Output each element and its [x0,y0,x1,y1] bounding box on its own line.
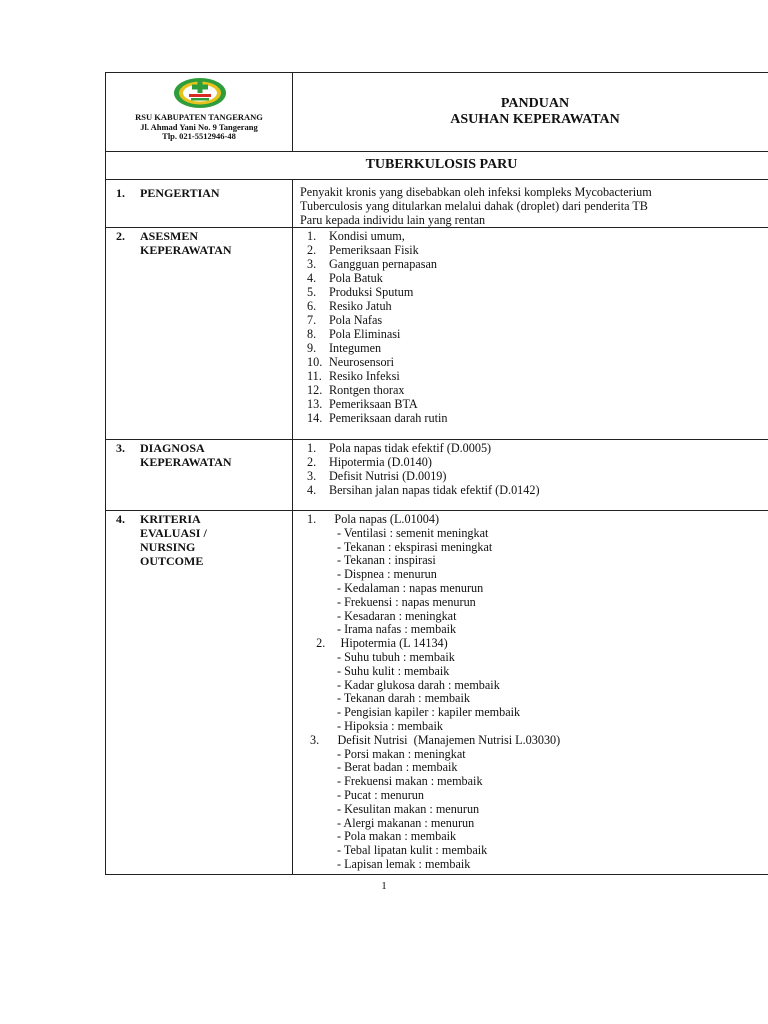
item-number: 2. [307,455,317,469]
section-label [106,228,293,440]
item-text: Kondisi umum, [329,229,405,243]
outcome-group-title: 2. Hipotermia (L 14134) [307,636,448,651]
item-number: 5. [307,285,317,299]
item-number: 12. [307,383,323,397]
diagnosis-item [307,469,768,483]
section-title: ASESMEN KEPERAWATAN [140,229,232,257]
section-kriteria [106,511,768,875]
item-text: Pemeriksaan BTA [329,397,418,411]
institution-cell [106,73,293,152]
item-text: Pemeriksaan darah rutin [329,411,448,425]
outcome-group [307,637,768,734]
outcome-indicator: - Hipoksia : membaik [337,718,443,733]
section-title: DIAGNOSA KEPERAWATAN [140,441,232,469]
outcome-group [307,513,768,637]
topic-row [106,152,768,180]
outcome-criteria-cell [293,511,768,875]
guideline-table [105,72,768,875]
outcome-indicator: - Kesadaran : meningkat [337,608,457,623]
assessment-item [307,383,768,397]
section-asesmen [106,228,768,440]
item-text: Pola Nafas [329,313,383,327]
item-text: Bersihan jalan napas tidak efektif (D.0142) [329,483,540,497]
item-text: Gangguan pernapasan [329,257,437,271]
assessment-list [307,229,768,425]
item-text: Neurosensori [329,355,394,369]
document-title-cell [293,73,768,152]
section-diagnosa [106,440,768,511]
item-number: 3. [307,257,317,271]
definition-text [293,180,768,228]
assessment-item [307,271,768,285]
assessment-item [307,243,768,257]
outcome-indicator: - Suhu tubuh : membaik [337,649,455,664]
outcome-indicator: - Pola makan : membaik [337,829,457,844]
outcome-group [307,734,768,872]
item-text: Pola Eliminasi [329,327,401,341]
item-text: Pemeriksaan Fisik [329,243,419,257]
item-number: 13. [307,397,323,411]
outcome-indicator: - Irama nafas : membaik [337,622,457,637]
outcome-indicator: - Alergi makanan : menurun [337,815,475,830]
item-text: Hipotermia (D.0140) [329,455,432,469]
outcome-indicator: - Berat badan : membaik [337,760,458,775]
outcome-indicator: - Ventilasi : semenit meningkat [337,525,489,540]
outcome-indicator: - Suhu kulit : membaik [337,663,450,678]
institution-info [106,113,292,142]
outcome-indicator: - Pengisian kapiler : kapiler membaik [337,705,521,720]
assessment-item [307,341,768,355]
assessment-item [307,229,768,243]
item-number: 2. [307,243,317,257]
item-number: 14. [307,411,323,425]
page-number: 1 [381,880,387,892]
definition-line: Tuberculosis yang ditularkan melalui dahak (droplet) dari penderita TB [300,199,648,213]
section-number: 1. [116,186,125,200]
item-text: Produksi Sputum [329,285,414,299]
hospital-logo-icon [172,77,228,109]
outcome-indicator: - Kadar glukosa darah : membaik [337,677,500,692]
outcome-group-title: 1. Pola napas (L.01004) [307,512,440,526]
document-page [105,72,768,875]
section-label [106,440,293,511]
item-number: 11. [307,369,322,383]
outcome-indicator: - Lapisan lemak : membaik [337,856,471,871]
topic-title: TUBERKULOSIS PARU [106,152,768,180]
item-text: Defisit Nutrisi (D.0019) [329,469,447,483]
outcome-indicator: - Kesulitan makan : menurun [337,801,480,816]
outcome-indicator: - Tekanan : ekspirasi meningkat [337,539,493,554]
diagnosis-list-cell [293,440,768,511]
item-number: 4. [307,483,317,497]
assessment-list-cell [293,228,768,440]
institution-phone: Tlp. 021-5512946-48 [162,131,236,141]
item-number: 7. [307,313,317,327]
assessment-item [307,257,768,271]
item-text: Pola Batuk [329,271,383,285]
assessment-item [307,369,768,383]
item-number: 1. [307,229,317,243]
item-text: Pola napas tidak efektif (D.0005) [329,441,492,455]
section-label [106,180,293,228]
assessment-item [307,411,768,425]
outcome-indicator: - Frekuensi makan : membaik [337,774,483,789]
institution-address: Jl. Ahmad Yani No. 9 Tangerang [140,121,258,132]
diagnosis-item [307,441,768,455]
item-number: 9. [307,341,317,355]
assessment-item [307,327,768,341]
section-label [106,511,293,875]
assessment-item [307,397,768,411]
item-text: Resiko Infeksi [329,369,400,383]
section-title: KRITERIA EVALUASI / NURSING OUTCOME [140,512,207,568]
outcome-indicator: - Frekuensi : napas menurun [337,594,476,609]
assessment-item [307,285,768,299]
definition-line: Penyakit kronis yang disebabkan oleh infeksi kompleks Mycobacterium [300,185,652,199]
institution-name: RSU KABUPATEN TANGERANG [135,112,263,122]
item-number: 1. [307,441,317,455]
assessment-item [307,313,768,327]
assessment-item [307,355,768,369]
outcome-indicator: - Tekanan : inspirasi [337,553,436,568]
section-number: 2. [116,229,125,243]
item-number: 10. [307,355,323,369]
diagnosis-list [307,441,768,497]
outcome-indicator: - Tekanan darah : membaik [337,691,470,706]
outcome-indicator: - Kedalaman : napas menurun [337,580,484,595]
item-text: Rontgen thorax [329,383,405,397]
document-title-line1: PANDUAN [500,96,570,111]
assessment-item [307,299,768,313]
diagnosis-item [307,483,768,497]
section-number: 3. [116,441,125,455]
outcome-indicator: - Tebal lipatan kulit : membaik [337,843,488,858]
definition-line: Paru kepada individu lain yang rentan [300,213,486,227]
item-number: 8. [307,327,317,341]
section-title: PENGERTIAN [140,186,220,200]
header-row [106,73,768,152]
outcome-indicator: - Dispnea : menurun [337,567,437,582]
outcome-groups [307,513,768,872]
outcome-indicator: - Pucat : menurun [337,787,424,802]
section-number: 4. [116,512,125,526]
outcome-group-title: 3. Defisit Nutrisi (Manajemen Nutrisi L.03030) [307,732,561,747]
item-text: Resiko Jatuh [329,299,392,313]
section-pengertian [106,180,768,228]
item-text: Integumen [329,341,382,355]
outcome-indicator: - Porsi makan : meningkat [337,746,466,761]
item-number: 3. [307,469,317,483]
document-title-line2: ASUHAN KEPERAWATAN [450,112,620,127]
diagnosis-item [307,455,768,469]
item-number: 6. [307,299,317,313]
item-number: 4. [307,271,317,285]
